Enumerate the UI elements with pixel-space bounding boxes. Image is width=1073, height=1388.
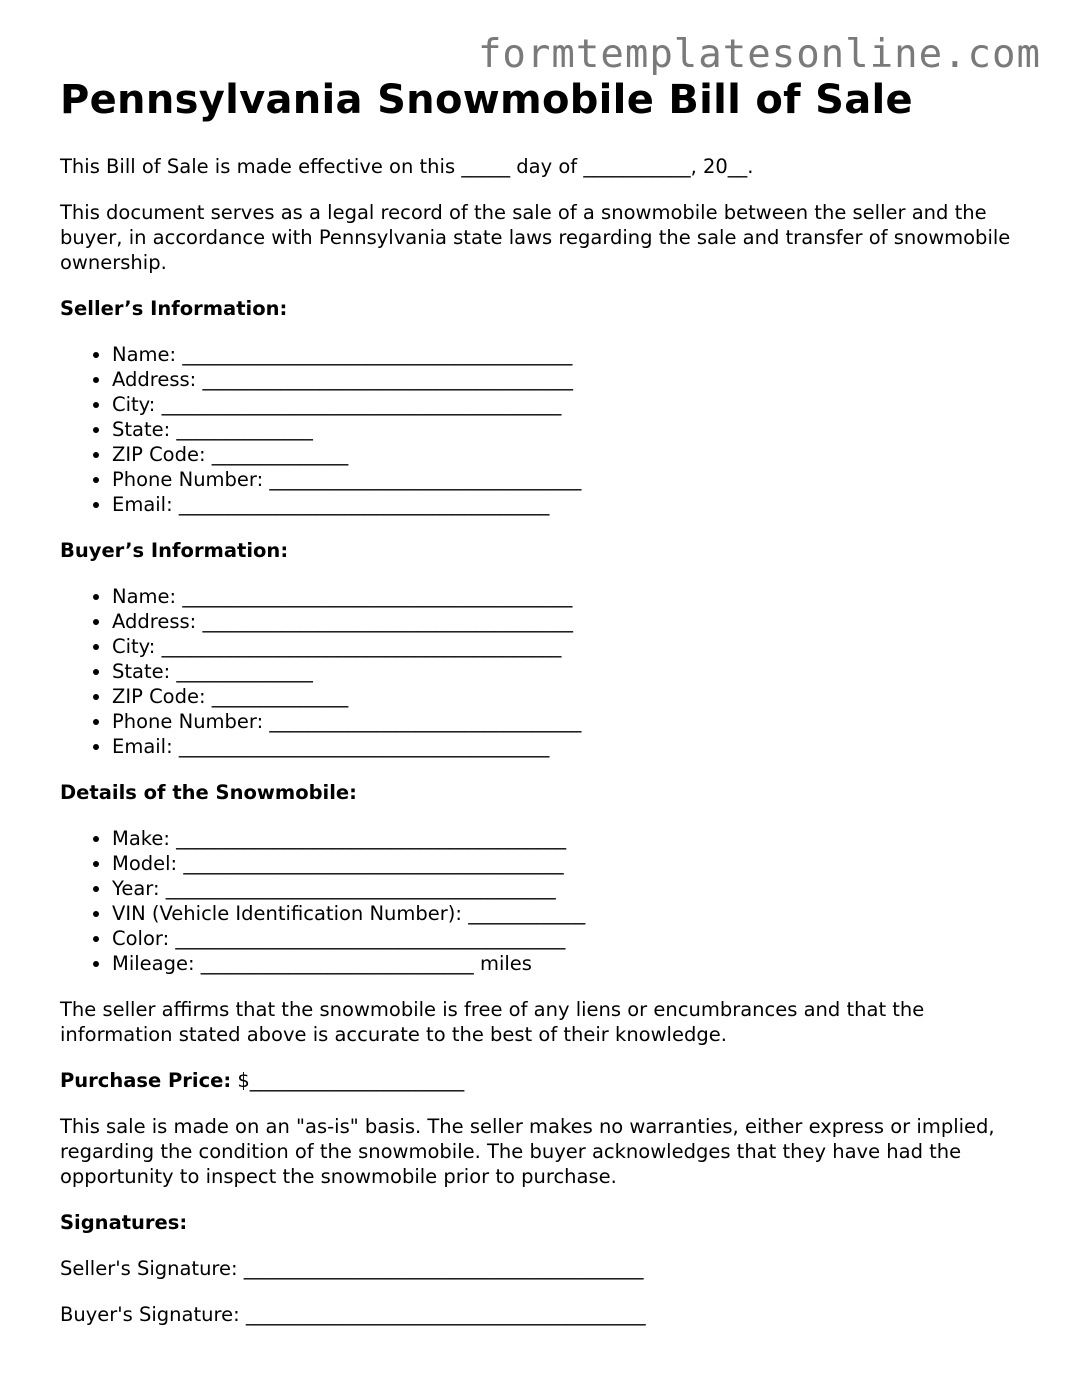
- purchase-price-blank: $______________________: [237, 1069, 465, 1092]
- blank-line: _______________________________________: [183, 852, 564, 875]
- buyer-city-field: [112, 634, 1020, 659]
- affirmation-paragraph: The seller affirms that the snowmobile is free of any liens or encumbrances and that the information stated above is accurate to the best of their knowledge.: [60, 998, 925, 1046]
- blank-line: ________________________________________: [182, 343, 573, 366]
- blank-line: _________________________________________: [161, 393, 562, 416]
- year-field: [112, 876, 1020, 901]
- field-label: Email:: [112, 493, 173, 516]
- buyer-phone-field: [112, 709, 1020, 734]
- field-label: State:: [112, 660, 171, 683]
- buyer-email-field: [112, 734, 1020, 759]
- buyer-signature-blank: _________________________________________: [245, 1303, 646, 1326]
- field-label: Email:: [112, 735, 173, 758]
- purchase-price-label: Purchase Price:: [60, 1069, 232, 1092]
- buyer-address-field: [112, 609, 1020, 634]
- field-label: Address:: [112, 610, 197, 633]
- blank-line: ________________________________: [269, 468, 582, 491]
- make-field: [112, 826, 1020, 851]
- color-field: [112, 926, 1020, 951]
- blank-line: _________________________________________: [161, 635, 562, 658]
- blank-line: ________________________________________: [176, 827, 567, 850]
- vin-field: [112, 901, 1020, 926]
- field-label: ZIP Code:: [112, 443, 206, 466]
- seller-zip-field: [112, 442, 1020, 467]
- seller-name-field: [112, 342, 1020, 367]
- mileage-field: [112, 951, 1020, 976]
- buyer-section-heading: Buyer’s Information:: [60, 539, 289, 562]
- blank-line: ______________________________________: [202, 368, 573, 391]
- field-label: Address:: [112, 368, 197, 391]
- effective-date-line: This Bill of Sale is made effective on this _____ day of ___________, 20__.: [60, 155, 754, 178]
- field-label: Year:: [112, 877, 160, 900]
- mileage-unit: miles: [479, 952, 532, 975]
- buyer-signature-label: Buyer's Signature:: [60, 1303, 240, 1326]
- seller-signature-blank: _________________________________________: [243, 1257, 644, 1280]
- field-label: City:: [112, 635, 156, 658]
- seller-city-field: [112, 392, 1020, 417]
- seller-signature-row: [60, 1256, 1020, 1281]
- field-label: Color:: [112, 927, 170, 950]
- blank-line: ________________________________: [269, 710, 582, 733]
- blank-line: ______________: [211, 443, 349, 466]
- blank-line: ________________________________________: [175, 927, 566, 950]
- field-label: Make:: [112, 827, 170, 850]
- field-label: VIN (Vehicle Identification Number):: [112, 902, 462, 925]
- field-label: State:: [112, 418, 171, 441]
- seller-address-field: [112, 367, 1020, 392]
- buyer-state-field: [112, 659, 1020, 684]
- model-field: [112, 851, 1020, 876]
- seller-signature-label: Seller's Signature:: [60, 1257, 238, 1280]
- purpose-paragraph: This document serves as a legal record of the sale of a snowmobile between the seller and the buyer, in accordance with Pennsylvania state laws regarding the sale and transfer of snowmobile ownership.: [60, 201, 1011, 274]
- blank-line: ______________: [176, 660, 313, 683]
- buyer-name-field: [112, 584, 1020, 609]
- field-label: ZIP Code:: [112, 685, 206, 708]
- blank-line: ____________________________: [200, 952, 474, 975]
- seller-state-field: [112, 417, 1020, 442]
- field-label: Phone Number:: [112, 468, 264, 491]
- blank-line: ____________: [468, 902, 586, 925]
- field-label: Model:: [112, 852, 178, 875]
- seller-field-list: [60, 342, 1020, 517]
- field-label: Name:: [112, 585, 177, 608]
- field-label: Phone Number:: [112, 710, 264, 733]
- buyer-signature-row: [60, 1302, 1020, 1327]
- purchase-price-row: [60, 1068, 1020, 1093]
- buyer-zip-field: [112, 684, 1020, 709]
- buyer-field-list: [60, 584, 1020, 759]
- document-body: [60, 74, 1020, 1327]
- snowmobile-field-list: [60, 826, 1020, 976]
- blank-line: ________________________________________: [182, 585, 573, 608]
- document-title: Pennsylvania Snowmobile Bill of Sale: [60, 77, 913, 123]
- seller-email-field: [112, 492, 1020, 517]
- snowmobile-section-heading: Details of the Snowmobile:: [60, 781, 357, 804]
- blank-line: ______________________________________: [202, 610, 573, 633]
- blank-line: ______________________________________: [178, 735, 550, 758]
- blank-line: ________________________________________: [165, 877, 556, 900]
- seller-section-heading: Seller’s Information:: [60, 297, 288, 320]
- field-label: Name:: [112, 343, 177, 366]
- blank-line: ______________: [176, 418, 313, 441]
- watermark: formtemplatesonline.com: [477, 32, 1041, 77]
- field-label: City:: [112, 393, 156, 416]
- as-is-paragraph: This sale is made on an "as-is" basis. The seller makes no warranties, either express or implied, regarding the condition of the snowmobile. The buyer acknowledges that they have had the opportunity to inspect the snowmobile prior to purchase.: [60, 1115, 995, 1188]
- signatures-heading: Signatures:: [60, 1211, 188, 1234]
- blank-line: ______________________________________: [178, 493, 550, 516]
- field-label: Mileage:: [112, 952, 195, 975]
- seller-phone-field: [112, 467, 1020, 492]
- blank-line: ______________: [211, 685, 349, 708]
